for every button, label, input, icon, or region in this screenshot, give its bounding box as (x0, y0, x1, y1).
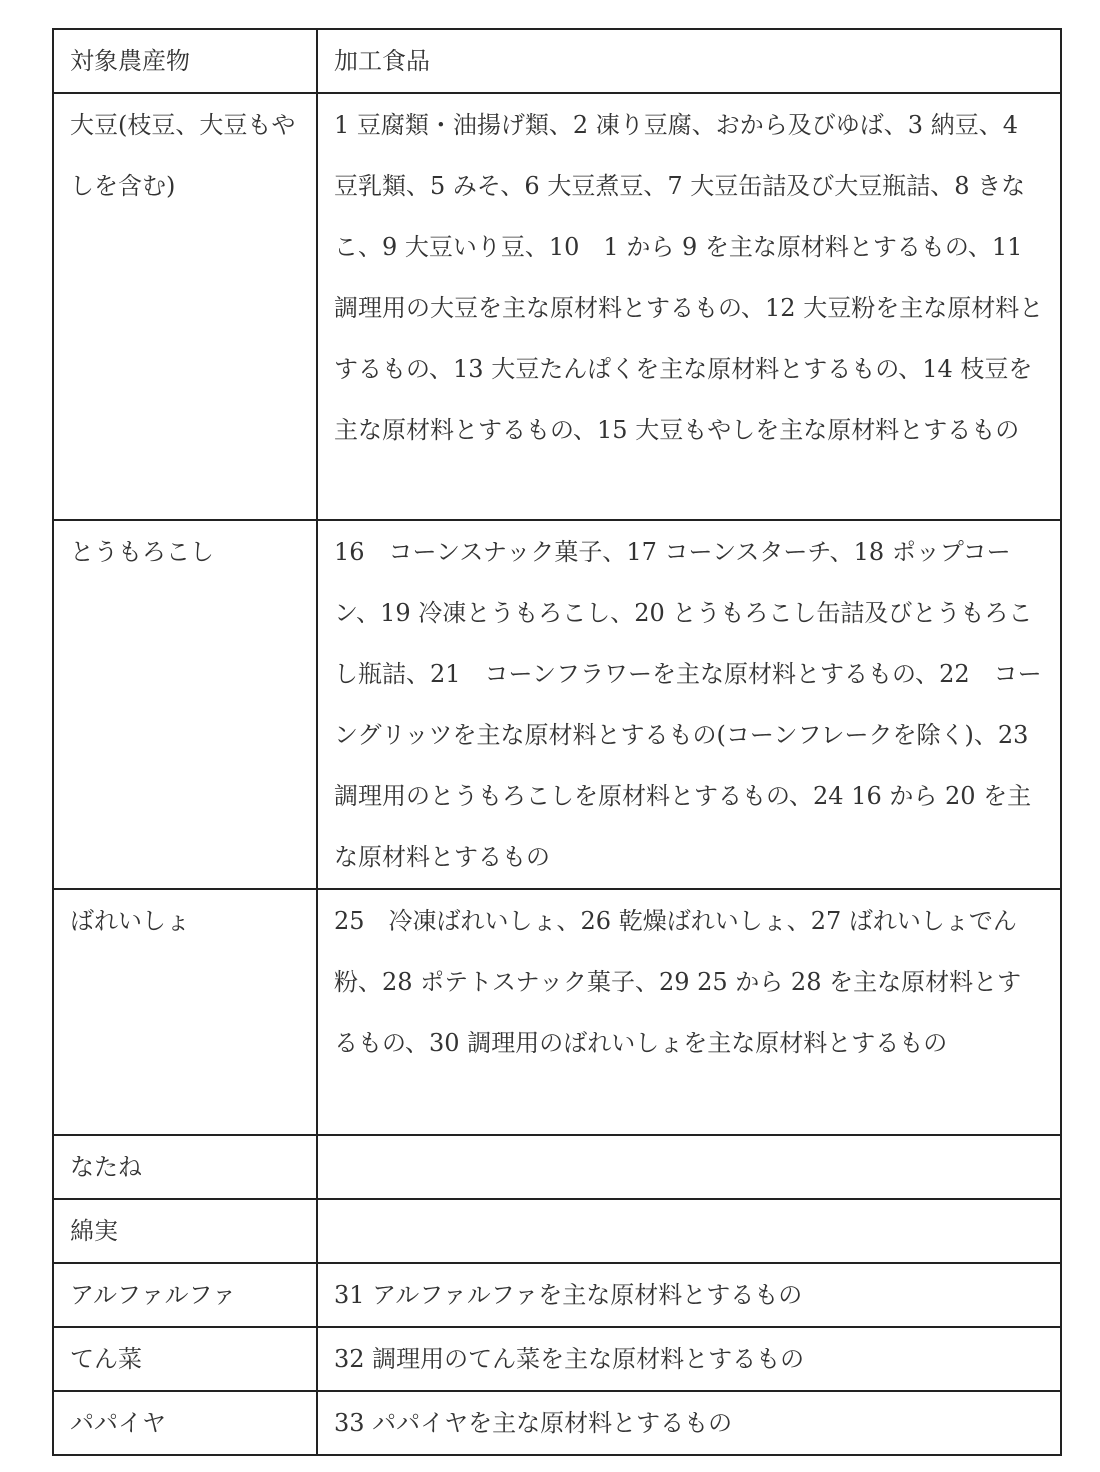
header-crop: 対象農産物 (53, 29, 317, 93)
foods-list: 1 豆腐類・油揚げ類、2 凍り豆腐、おから及びゆば、3 納豆、4 豆乳類、5 みそ、6 大豆煮豆、7 大豆缶詰及び大豆瓶詰、8 きなこ、9 大豆いり豆、10 1 から 9 を主な原材料とするもの、11 調理用の大豆を主な原材料とするもの、12 大豆粉を主な原材料とするもの、13 大豆たんぱくを主な原材料とするもの、14 枝豆を主な原材料とするもの、15 大豆もやしを主な原材料とするもの (334, 111, 1044, 444)
table-row (53, 889, 1061, 1135)
crop-cell (53, 1263, 317, 1327)
foods-list: 31 アルファルファを主な原材料とするもの (334, 1281, 803, 1309)
header-processed-foods: 加工食品 (317, 29, 1061, 93)
gmo-food-table (52, 28, 1062, 1456)
foods-cell (317, 1391, 1061, 1455)
foods-list: 33 パパイヤを主な原材料とするもの (334, 1409, 733, 1437)
table-row (53, 1327, 1061, 1391)
crop-name: とうもろこし (70, 538, 214, 566)
table-row (53, 1263, 1061, 1327)
foods-cell (317, 1263, 1061, 1327)
foods-list: 25 冷凍ばれいしょ、26 乾燥ばれいしょ、27 ばれいしょでん粉、28 ポテトスナック菓子、29 25 から 28 を主な原材料とするもの、30 調理用のばれいしょを主な原材料とするもの (334, 907, 1022, 1057)
crop-name: ばれいしょ (70, 907, 190, 935)
table-row (53, 1199, 1061, 1263)
crop-cell (53, 520, 317, 889)
crop-name: パパイヤ (70, 1409, 166, 1437)
table-row (53, 1135, 1061, 1199)
crop-name: 大豆(枝豆、大豆もやしを含む) (70, 111, 296, 200)
crop-name: アルファルファ (70, 1281, 237, 1309)
table-header-row (53, 29, 1061, 93)
crop-name: 綿実 (70, 1217, 118, 1245)
foods-list: 32 調理用のてん菜を主な原材料とするもの (334, 1345, 805, 1373)
table-row (53, 520, 1061, 889)
crop-cell (53, 1327, 317, 1391)
table-row (53, 93, 1061, 520)
crop-cell (53, 1135, 317, 1199)
foods-cell (317, 93, 1061, 520)
foods-cell (317, 1327, 1061, 1391)
crop-cell (53, 889, 317, 1135)
table-row (53, 1391, 1061, 1455)
crop-cell (53, 93, 317, 520)
foods-cell (317, 1199, 1061, 1263)
crop-name: てん菜 (70, 1345, 142, 1373)
foods-cell (317, 1135, 1061, 1199)
crop-cell (53, 1391, 317, 1455)
foods-cell (317, 520, 1061, 889)
crop-cell (53, 1199, 317, 1263)
foods-list: 16 コーンスナック菓子、17 コーンスターチ、18 ポップコーン、19 冷凍とうもろこし、20 とうもろこし缶詰及びとうもろこし瓶詰、21 コーンフラワーを主な原材料とするもの、22 コーングリッツを主な原材料とするもの(コーンフレークを除く)、23 調理用のとうもろこしを原材料とするもの、24 16 から 20 を主な原材料とするもの (334, 538, 1053, 871)
crop-name: なたね (70, 1153, 142, 1181)
foods-cell (317, 889, 1061, 1135)
